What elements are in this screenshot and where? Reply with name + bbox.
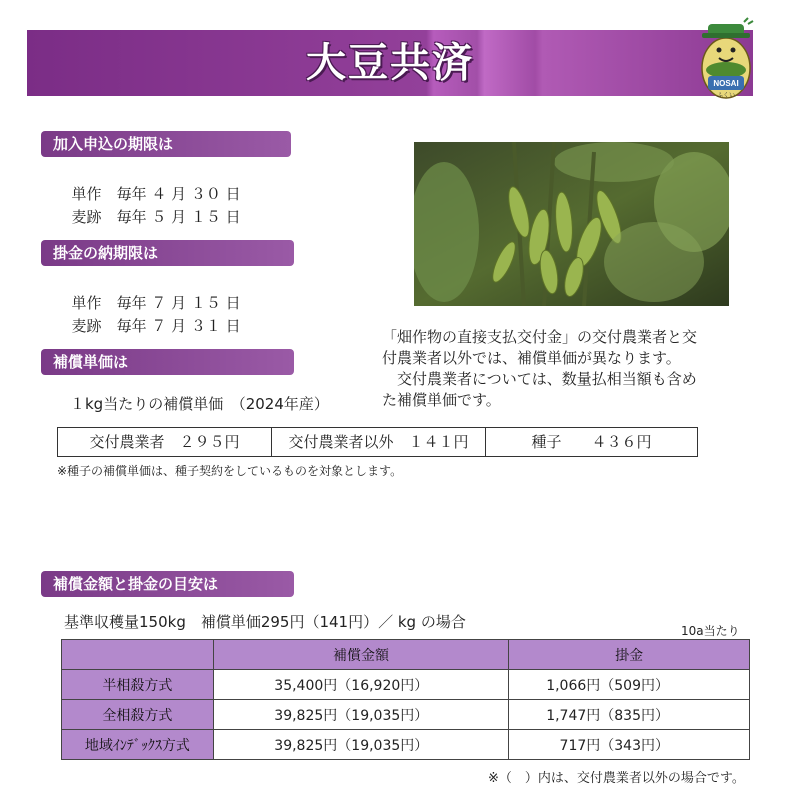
- compensation-value: 39,825円（19,035円）: [213, 700, 509, 730]
- table-header-blank: [62, 640, 214, 670]
- page-title: 大豆共済: [306, 40, 474, 86]
- unit-price-cell: [58, 428, 272, 456]
- description-line: 付農業者以外では、補償単価が異なります。: [382, 349, 681, 367]
- deadline-date: 毎年 ７ 月 １５ 日: [116, 294, 241, 312]
- premium-value: 1,066円（509円）: [509, 670, 750, 700]
- compensation-value: 35,400円（16,920円）: [213, 670, 509, 700]
- table-header-compensation: 補償金額: [213, 640, 509, 670]
- description-line: 「畑作物の直接支払交付金」の交付農業者と交: [382, 328, 698, 346]
- table-row: [62, 670, 750, 700]
- price-value: ２９５円: [179, 433, 240, 451]
- estimate-unit-note: 10a当たり: [681, 624, 740, 638]
- crop-type-label: 麦跡: [71, 208, 102, 226]
- table-header-premium: 掛金: [509, 640, 750, 670]
- payment-deadline-row: [62, 297, 241, 336]
- price-category-label: 種子: [531, 433, 562, 451]
- method-label: 地域ｲﾝﾃﾞｯｸｽ方式: [62, 730, 214, 760]
- crop-type-label: 単作: [71, 185, 102, 203]
- seed-price-note: ※種子の補償単価は、種子契約をしているものを対象とします。: [57, 464, 403, 478]
- compensation-value: 39,825円（19,035円）: [213, 730, 509, 760]
- description-line: た補償単価です。: [382, 391, 501, 409]
- unit-price-caption: １kg当たりの補償単価 （2024年産）: [70, 395, 329, 413]
- unit-price-cell: [272, 428, 486, 456]
- price-value: １４１円: [408, 433, 469, 451]
- table-row: [62, 730, 750, 760]
- crop-type-label: 麦跡: [71, 317, 102, 335]
- mascot-sublabel: ふくい: [716, 92, 736, 99]
- table-row: [62, 700, 750, 730]
- unit-price-table: [57, 427, 698, 457]
- method-label: 全相殺方式: [62, 700, 214, 730]
- estimate-table: [61, 639, 750, 760]
- unit-price-cell: [486, 428, 697, 456]
- section-heading-estimate: 補償金額と掛金の目安は: [41, 571, 294, 597]
- price-category-label: 交付農業者以外: [288, 433, 394, 451]
- deadline-date: 毎年 ４ 月 ３０ 日: [116, 185, 241, 203]
- unit-price-description: [382, 327, 762, 411]
- description-line: 交付農業者については、数量払相当額も含め: [382, 370, 697, 388]
- price-value: ４３６円: [591, 433, 652, 451]
- method-label: 半相殺方式: [62, 670, 214, 700]
- crop-type-label: 単作: [71, 294, 102, 312]
- section-heading-apply-deadline: 加入申込の期限は: [41, 131, 291, 157]
- mascot-label: NOSAI: [713, 79, 739, 88]
- premium-value: 717円（343円）: [509, 730, 750, 760]
- price-category-label: 交付農業者: [89, 433, 165, 451]
- title-banner: [27, 30, 753, 96]
- section-heading-unit-price: 補償単価は: [41, 349, 294, 375]
- estimate-caption: 基準収穫量150kg 補償単価295円（141円）／ kg の場合: [64, 613, 466, 631]
- soybean-photo: [414, 142, 729, 306]
- premium-value: 1,747円（835円）: [509, 700, 750, 730]
- nosai-mascot-image: [694, 16, 758, 102]
- deadline-date: 毎年 ５ 月 １５ 日: [116, 208, 241, 226]
- table-header-row: [62, 640, 750, 670]
- apply-deadline-row: [62, 188, 241, 227]
- estimate-footnote: ※（ ）内は、交付農業者以外の場合です。: [488, 771, 745, 786]
- section-heading-payment-deadline: 掛金の納期限は: [41, 240, 294, 266]
- deadline-date: 毎年 ７ 月 ３１ 日: [116, 317, 241, 335]
